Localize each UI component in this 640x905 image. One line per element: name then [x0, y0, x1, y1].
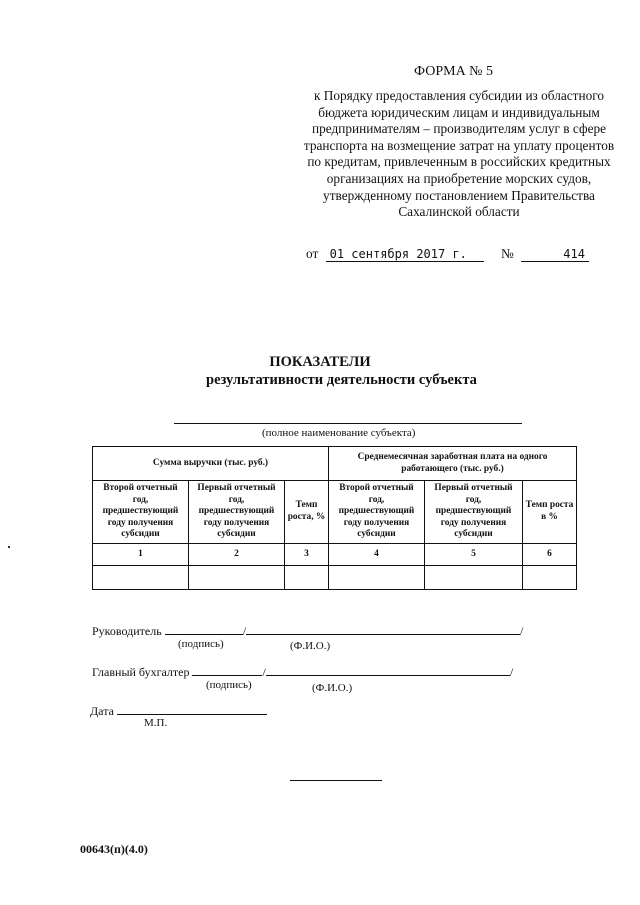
number-prefix: № — [500, 246, 514, 261]
date-field[interactable] — [117, 702, 267, 715]
indicators-table — [92, 446, 577, 590]
head-signature-field[interactable] — [165, 622, 243, 635]
document-subtitle: результативности деятельности субъекта — [206, 372, 477, 388]
head-label: Руководитель — [92, 624, 162, 638]
head-signature-line: Руководитель / / — [92, 624, 524, 638]
stamp-label: М.П. — [144, 717, 168, 729]
form-code: 00643(п)(4.0) — [80, 842, 148, 856]
number-value: 414 — [521, 247, 589, 262]
scan-speck — [8, 546, 10, 548]
column-number: 5 — [425, 543, 523, 565]
accountant-name-caption: (Ф.И.О.) — [312, 682, 353, 694]
accountant-signature-caption: (подпись) — [206, 679, 252, 691]
subject-name-line — [174, 423, 522, 424]
date-prefix: от — [306, 246, 319, 261]
accountant-name-field[interactable] — [266, 663, 510, 676]
data-cell[interactable] — [93, 565, 189, 589]
data-cell[interactable] — [189, 565, 285, 589]
form-preamble: к Порядку предоставления субсидии из областного бюджета юридическим лицам и индивидуальным предпринимателям – производителям услуг в сфере транспорта на возмещение затрат на уплату процентов по кредитам, привлеченным в российских кредитных организациях на приобретение морских судов, утвержденному постановлением Правительства Сахалинской области — [303, 88, 615, 220]
subject-name-caption: (полное наименование субъекта) — [262, 427, 416, 439]
column-header: Второй отчетный год, предшествующий году получения субсидии — [93, 481, 189, 544]
data-cell[interactable] — [285, 565, 329, 589]
group-header-revenue: Сумма выручки (тыс. руб.) — [93, 447, 329, 481]
head-name-field[interactable] — [246, 622, 520, 635]
column-header: Первый отчетный год, предшествующий году получения субсидии — [189, 481, 285, 544]
group-header-salary: Среднемесячная заработная плата на одного работающего (тыс. руб.) — [329, 447, 577, 481]
column-header: Темп роста, % — [285, 481, 329, 544]
form-number-title: ФОРМА № 5 — [414, 64, 494, 79]
column-header: Первый отчетный год, предшествующий году получения субсидии — [425, 481, 523, 544]
head-name-caption: (Ф.И.О.) — [290, 640, 331, 652]
column-header: Темп роста в % — [523, 481, 577, 544]
column-number: 2 — [189, 543, 285, 565]
data-cell[interactable] — [329, 565, 425, 589]
document-title: ПОКАЗАТЕЛИ — [269, 354, 371, 370]
column-header: Второй отчетный год, предшествующий году получения субсидии — [329, 481, 425, 544]
data-cell[interactable] — [523, 565, 577, 589]
column-number: 4 — [329, 543, 425, 565]
footer-separator — [290, 780, 382, 781]
table-row — [93, 565, 577, 589]
accountant-signature-line: Главный бухгалтер / / — [92, 665, 514, 679]
column-number: 3 — [285, 543, 329, 565]
column-number: 6 — [523, 543, 577, 565]
date-label: Дата — [90, 704, 114, 718]
date-value: 01 сентября 2017 г. — [326, 247, 484, 262]
accountant-signature-field[interactable] — [192, 663, 262, 676]
data-cell[interactable] — [425, 565, 523, 589]
head-signature-caption: (подпись) — [178, 638, 224, 650]
chief-accountant-label: Главный бухгалтер — [92, 665, 190, 679]
column-number: 1 — [93, 543, 189, 565]
decree-date-line — [306, 246, 589, 262]
date-signature-line — [90, 702, 267, 719]
